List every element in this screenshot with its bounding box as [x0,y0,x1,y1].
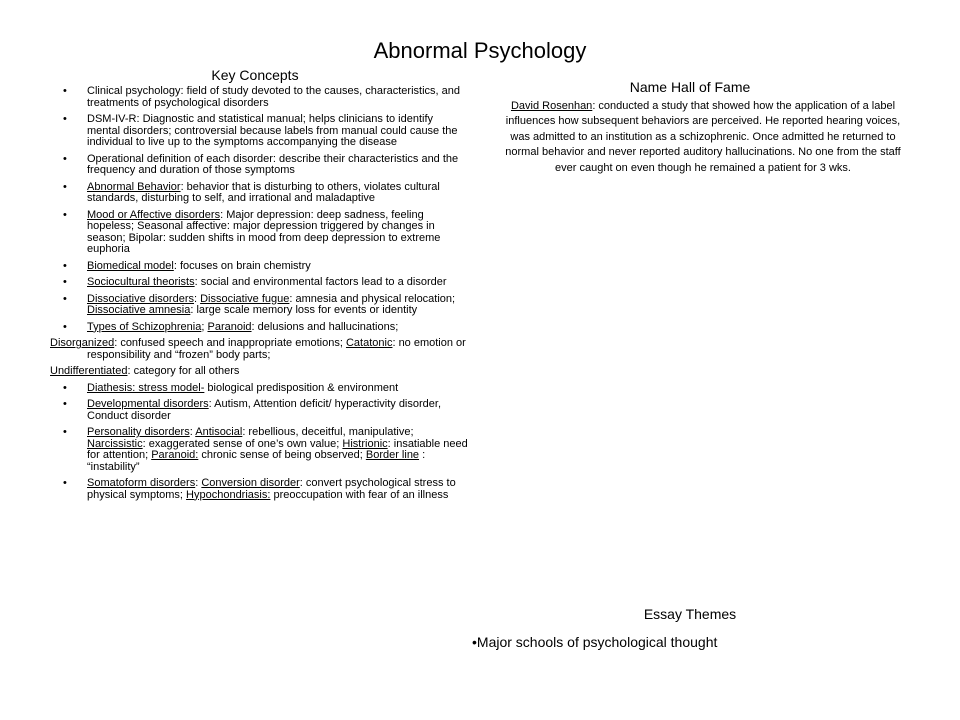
item-text: : [195,477,202,489]
list-item [50,322,468,334]
item-text: : delusions and hallucinations; [251,320,399,333]
bullet: • [63,477,67,489]
item-term: Disorganized [50,337,115,349]
list-item [50,182,468,205]
key-concepts-list [50,86,468,506]
list-item [50,427,468,473]
item-term: Narcissistic [87,437,143,450]
hall-of-fame-entry [498,99,908,176]
bullet: • [63,152,67,165]
hall-of-fame-heading: Name Hall of Fame [629,79,751,95]
list-item [50,399,468,422]
bullet: • [63,426,67,438]
item-term: Personality disorders [87,426,190,438]
item-text: Clinical psychology: field of study devoted to the causes, characteristics, and treatments of psychological disorders [87,85,460,109]
list-item [50,366,468,378]
list-item [50,383,468,395]
list-item [50,114,468,149]
item-term: Dissociative disorders [87,292,194,305]
item-text: : [193,292,201,305]
item-term: Paranoid: [151,449,199,461]
bullet: • [63,180,67,193]
item-text: : behavior that is disturbing to others, violates cultural standards, disturbing to self, and irrational and maladaptive [87,180,440,204]
item-term: Antisocial [195,426,243,438]
list-item [50,261,468,273]
item-text: : no emotion or responsibility and “frozen” body parts; [87,337,466,361]
list-item [50,294,468,317]
item-term: Catatonic [345,337,393,349]
item-text: preoccupation with fear of an illness [270,488,449,501]
item-term: Undifferentiated [50,365,128,377]
item-text: : Autism, Attention deficit/ hyperactivity disorder, Conduct disorder [87,398,442,422]
bullet: • [63,398,67,410]
person-description: : conducted a study that showed how the application of a label influences how subsequent behaviors are perceived. He reported hearing voices, was admitted to an institution as a schizophrenic. Once admitted he returned to normal behavior and never reported auditory hallucinations. No one from the staff ever caught on even though he remained a patient for 3 wks. [505,100,901,174]
item-text: : exaggerated sense of one’s own value; [142,437,343,450]
bullet: • [63,292,67,305]
item-term: Conversion disorder [201,477,300,489]
item-term: Biomedical model [87,259,174,272]
list-item [50,478,468,501]
item-term: Somatoform disorders [87,477,196,489]
item-text: : social and environmental factors lead to a disorder [194,276,447,288]
item-term: Sociocultural theorists [87,276,195,288]
item-text: : Major depression: deep sadness, feeling hopeless; Seasonal affective: major depression triggered by changes in season; Bipolar: sudden shifts in mood from deep depression to extreme euphoria [87,208,441,255]
essay-themes-list [472,633,872,651]
item-term: Dissociative amnesia [87,304,191,316]
item-text: biological predisposition & environment [204,381,399,394]
item-term: Abnormal Behavior [87,180,181,193]
bullet: • [63,259,67,272]
item-term: Histrionic [342,437,388,450]
item-term: Mood or Affective disorders [87,208,221,221]
item-text: : rebellious, deceitful, manipulative; [242,426,414,438]
bullet: • [63,85,67,97]
item-text: : focuses on brain chemistry [173,259,311,272]
list-item [50,154,468,177]
item-text: : “instability” [87,449,426,473]
item-term: Border line [365,449,420,461]
bullet: • [63,208,67,221]
item-text: ; [201,320,208,333]
item-text: : confused speech and inappropriate emotions; [114,337,346,349]
item-term: Hypochondriasis: [186,488,271,501]
item-term: Developmental disorders [87,398,209,410]
page-title: Abnormal Psychology [373,38,587,63]
person-name: David Rosenhan [510,100,593,112]
list-item [50,338,468,361]
list-item [50,86,468,109]
item-text: Operational definition of each disorder: describe their characteristics and the frequency and duration of those symptoms [87,152,459,176]
item-text: : category for all others [127,365,240,377]
item-term: Types of Schizophrenia [87,320,202,333]
item-term: Dissociative fugue [200,292,290,305]
bullet: • [63,276,67,288]
item-text: DSM-IV-R: Diagnostic and statistical manual; helps clinicians to identify mental disorders; controversial because labels from manual could cause the individual to live up to the symptoms accompanying the disease [87,113,458,148]
item-text: : convert psychological stress to physical symptoms; [87,477,456,501]
list-item [50,210,468,256]
item-text: : [189,426,196,438]
item-text: chronic sense of being observed; [198,449,366,461]
key-concepts-heading: Key Concepts [211,67,299,83]
bullet: • [63,320,67,333]
item-text: : insatiable need for attention; [87,437,468,461]
item-text: : amnesia and physical relocation; [289,292,456,305]
item-term: Paranoid [207,320,252,333]
bullet: • [63,381,67,394]
bullet: • [63,113,67,125]
essay-themes-heading: Essay Themes [643,606,737,622]
item-text: : large scale memory loss for events or identity [190,304,418,316]
list-item [50,277,468,289]
list-item: •Major schools of psychological thought [472,634,718,650]
item-term: Diathesis: stress model- [87,381,205,394]
